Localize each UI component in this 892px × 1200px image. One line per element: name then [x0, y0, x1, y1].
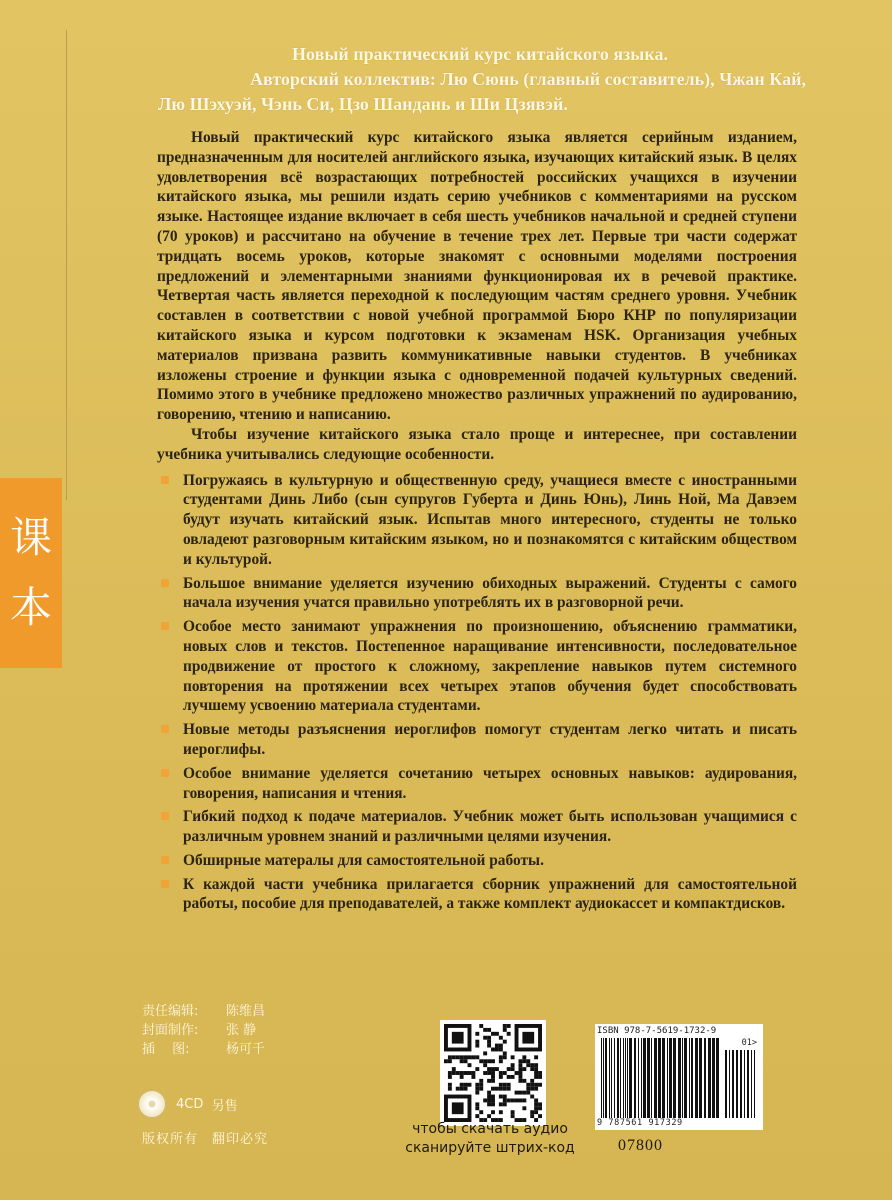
bullet-square-icon: [161, 812, 169, 820]
book-header: [150, 42, 810, 117]
bullet-square-icon: [161, 579, 169, 587]
credit-role: 责任编辑:: [142, 1004, 199, 1019]
qr-code-graphic: [444, 1024, 542, 1122]
isbn-digits: 9 787561 917329: [597, 1118, 683, 1128]
credit-row: [142, 1021, 265, 1040]
credit-name: 杨可千: [226, 1042, 266, 1057]
feature-list: [157, 471, 797, 915]
price-code: 07800: [618, 1137, 663, 1154]
feature-item: [157, 617, 797, 716]
authors-line-1: Авторский коллектив: Лю Сюнь (главный составитель), Чжан Кай,: [250, 69, 806, 89]
credit-name: 陈维昌: [226, 1004, 266, 1019]
description-body: [157, 128, 797, 918]
barcode-graphic: [595, 1024, 763, 1130]
side-tab-char-2: 本: [9, 583, 52, 632]
feature-item: [157, 807, 797, 847]
isbn-barcode: [595, 1024, 763, 1130]
features-intro-paragraph: Чтобы изучение китайского языка стало проще и интереснее, при составлении учебника учитывались следующие особенности.: [157, 425, 797, 463]
intro-paragraph: Новый практический курс китайского языка является серийным изданием, предназначенным для носителей английского языка, изучающих китайский язык. В целях удовлетворения всё возрастающих потребностей российских учащихся в изучении китайского языка, мы решили издать серию учебников с комментариями на русском языке. Настоящее издание включает в себя шесть учебников начальной и средней ступени (70 уроков) и рассчитано на обучение в течение трех лет. Первые три части содержат тридцать восемь уроков, которые знакомят с основными моделями построения предложений и элементарными знаниями функционировая их в речевой практике. Четвертая часть является переходной к последующим частям среднего уровня. Учебник составлен в соответствии с новой учебной программой Бюро КНР по популяризации китайского языка и курсом подготовки к экзаменам HSK. Организация учебных материалов призвана развить коммуникативные навыки студентов. В учебниках изложены строение и функции языка с одновременной подачей культурных сведений. Помимо этого в учебнике предложено множество различных упражнений по аудированию, говорению, чтению и написанию.: [157, 129, 797, 424]
credit-name: 张 静: [226, 1023, 257, 1038]
feature-text: Большое внимание уделяется изучению обиходных выражений. Студенты с самого начала изучения учатся правильно употреблять их в разговорной речи.: [183, 574, 797, 612]
copyright-notice: 版权所有 翻印必究: [142, 1132, 269, 1147]
bullet-square-icon: [161, 725, 169, 733]
credit-row: [142, 1002, 265, 1021]
feature-text: К каждой части учебника прилагается сборник упражнений для самостоятельной работы, пособие для преподавателей, а также комплект аудиокассет и компактдисков.: [183, 875, 797, 913]
credits-block: [142, 1002, 265, 1059]
isbn-addon: 01>: [741, 1038, 757, 1048]
cd-disc-icon: [138, 1090, 166, 1118]
book-title: Новый практический курс китайского языка.: [292, 44, 668, 64]
bullet-square-icon: [161, 856, 169, 864]
credit-role: 插 图:: [142, 1042, 190, 1057]
authors-line-2: Лю Шэхуэй, Чэнь Си, Цзо Шандань и Ши Цзявэй.: [158, 94, 568, 114]
feature-item: [157, 875, 797, 915]
feature-item: [157, 574, 797, 614]
qr-caption-line-1: чтобы скачать аудио: [412, 1121, 568, 1137]
cd-count: 4CD: [176, 1096, 204, 1112]
cd-note: [138, 1090, 238, 1118]
feature-text: Особое место занимают упражнения по произношению, объяснению грамматики, новых слов и текстов. Постепенное наращивание интенсивности, последовательное продвижение от простого к сложному, закрепление навыков путем системного повторения на протяжении всех четырех этапов обучения будет способствовать лучшему усвоению материала студентами.: [183, 618, 797, 715]
bullet-square-icon: [161, 880, 169, 888]
bullet-square-icon: [161, 769, 169, 777]
feature-item: [157, 471, 797, 570]
feature-text: Гибкий подход к подаче материалов. Учебник может быть использован учащимися с различным уровнем знаний и различными целями изучения.: [183, 808, 797, 846]
page-frame-line: [66, 30, 67, 500]
side-tab-char-1: 课: [9, 513, 52, 562]
feature-item: [157, 720, 797, 760]
side-tab: [0, 478, 62, 668]
feature-item: [157, 764, 797, 804]
qr-code[interactable]: [440, 1020, 546, 1126]
feature-item: [157, 851, 797, 871]
feature-text: Обширные матералы для самостоятельной работы.: [183, 851, 544, 869]
credit-row: [142, 1040, 265, 1059]
cd-sold-separately: 另售: [211, 1098, 238, 1114]
qr-caption-line-2: сканируйте штрих-код: [405, 1140, 575, 1156]
feature-text: Новые методы разъяснения иероглифов помогут студентам легко читать и писать иероглифы.: [183, 721, 797, 758]
feature-text: Особое внимание уделяется сочетанию четырех основных навыков: аудирования, говорения, написания и чтения.: [183, 764, 797, 802]
bullet-square-icon: [161, 476, 169, 484]
bullet-square-icon: [161, 622, 169, 630]
isbn-label: ISBN 978-7-5619-1732-9: [597, 1026, 717, 1036]
feature-text: Погружаясь в культурную и общественную среду, учащиеся вместе с иностранными студентами Динь Либо (сын супругов Губерта и Динь Юнь), Линь Ной, Ма Давэем будут изучать китайский язык. Испытав много интересного, студенты не только овладеют разговорным китайским языком, но и познакомятся с китайским обществом и культурой.: [183, 471, 797, 568]
qr-caption: [395, 1120, 585, 1158]
credit-role: 封面制作:: [142, 1023, 199, 1038]
